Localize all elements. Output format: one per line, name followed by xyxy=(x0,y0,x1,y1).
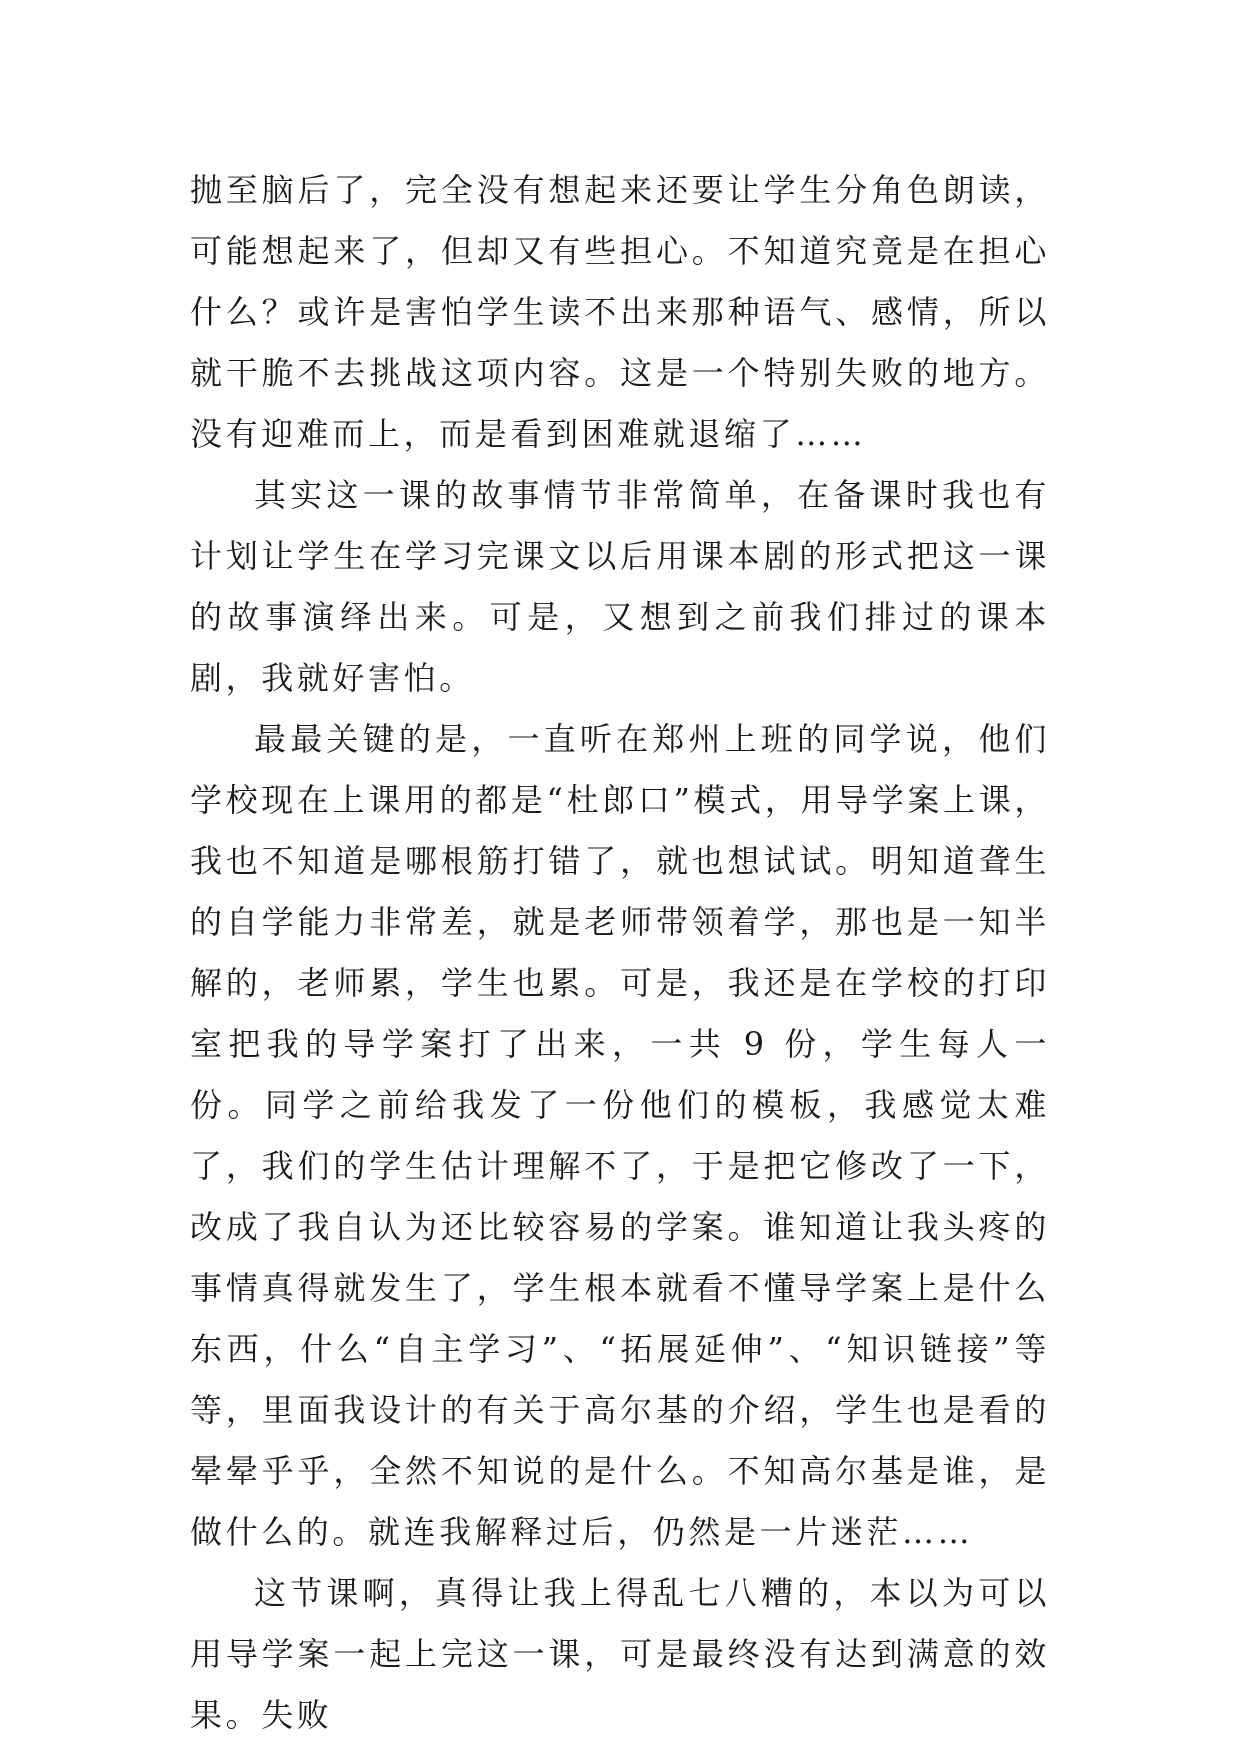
paragraph-textbook-play: 其实这一课的故事情节非常简单，在备课时我也有计划让学生在学习完课文以后用课本剧的形式把这一课的故事演绎出来。可是，又想到之前我们排过的课本剧，我就好害怕。 xyxy=(190,476,1050,697)
paragraph-continued: 抛至脑后了，完全没有想起来还要让学生分角色朗读，可能想起来了，但却又有些担心。不知道究竟是在担心什么？或许是害怕学生读不出来那种语气、感情，所以就干脆不去挑战这项内容。这是一个特别失败的地方。没有迎难而上，而是看到困难就退缩了…… xyxy=(190,171,1050,453)
paragraph-study-guide: 最最关键的是，一直听在郑州上班的同学说，他们学校现在上课用的都是“杜郎口”模式，用导学案上课，我也不知道是哪根筋打错了，就也想试试。明知道聋生的自学能力非常差，就是老师带领着学，那也是一知半解的，老师累，学生也累。可是，我还是在学校的打印室把我的导学案打了出来，一共 9 份，学生每人一份。同学之前给我发了一份他们的模板，我感觉太难了，我们的学生估计理解不了，于是把它修改了一下，改成了我自认为还比较容易的学案。谁知道让我头疼的事情真得就发生了，学生根本就看不懂导学案上是什么东西，什么“自主学习”、“拓展延伸”、“知识链接”等等，里面我设计的有关于高尔基的介绍，学生也是看的晕晕乎乎，全然不知说的是什么。不知高尔基是谁，是做什么的。就连我解释过后，仍然是一片迷茫…… xyxy=(190,720,1050,1551)
body-text xyxy=(190,160,1050,1746)
paragraph-lesson-reflection: 这节课啊，真得让我上得乱七八糟的，本以为可以用导学案一起上完这一课，可是最终没有达到满意的效果。失败 xyxy=(190,1574,1050,1734)
